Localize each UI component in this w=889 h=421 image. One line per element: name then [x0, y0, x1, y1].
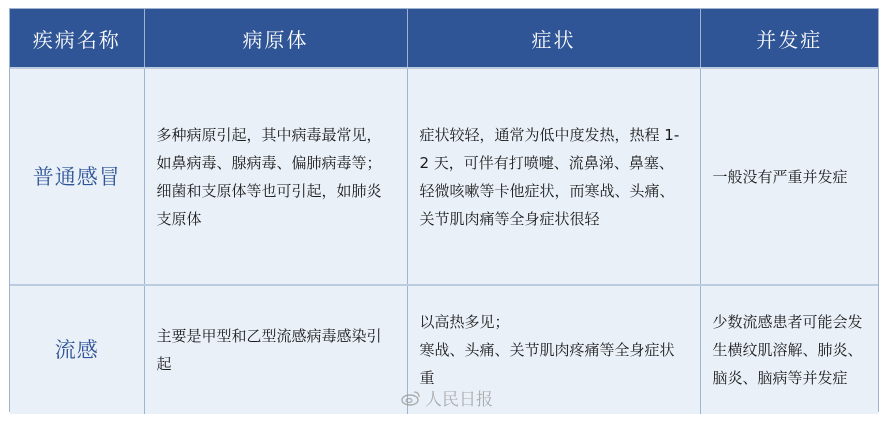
pathogen-text: 多种病原引起，其中病毒最常见，如鼻病毒、腺病毒、偏肺病毒等；: [156, 125, 382, 172]
symptoms-cell: [407, 68, 700, 285]
pathogen-cell: [144, 68, 407, 285]
comparison-table-frame: [9, 8, 879, 412]
complications-text: 少数流感患者可能会发生横纹肌溶解、肺炎、脑炎、脑病等并发症: [712, 313, 863, 387]
table-row: [10, 68, 878, 285]
disease-name-cell: 普通感冒: [10, 68, 144, 285]
comparison-table: [10, 9, 878, 414]
pathogen-text: 细菌和支原体等也可引起，如肺炎支原体: [156, 181, 382, 228]
pathogen-cell: [144, 285, 407, 414]
symptoms-text: 寒战、头痛、关节肌肉疼痛等全身症状重: [419, 341, 675, 387]
weibo-icon: [401, 390, 421, 406]
complications-cell: [700, 285, 878, 414]
complications-cell: [700, 68, 878, 285]
symptoms-text: 以高热多见；: [419, 313, 510, 331]
header-symptoms: 症状: [407, 9, 700, 68]
header-complications: 并发症: [700, 9, 878, 68]
header-pathogen: 病原体: [144, 9, 407, 68]
watermark: [401, 385, 493, 410]
table-header-row: [10, 9, 878, 68]
disease-name-cell: 流感: [10, 285, 144, 414]
symptoms-text: 症状较轻，通常为低中度发热，热程 1-2 天，可伴有打喷嚏、流鼻涕、鼻塞、轻微咳嗽等卡他症状，而寒战、头痛、关节肌肉痛等全身症状很轻: [419, 125, 680, 228]
complications-text: 一般没有严重并发症: [712, 167, 848, 186]
header-disease-name: 疾病名称: [10, 9, 144, 68]
pathogen-text: 主要是甲型和乙型流感病毒感染引起: [156, 327, 382, 373]
watermark-text: 人民日报: [425, 390, 493, 410]
